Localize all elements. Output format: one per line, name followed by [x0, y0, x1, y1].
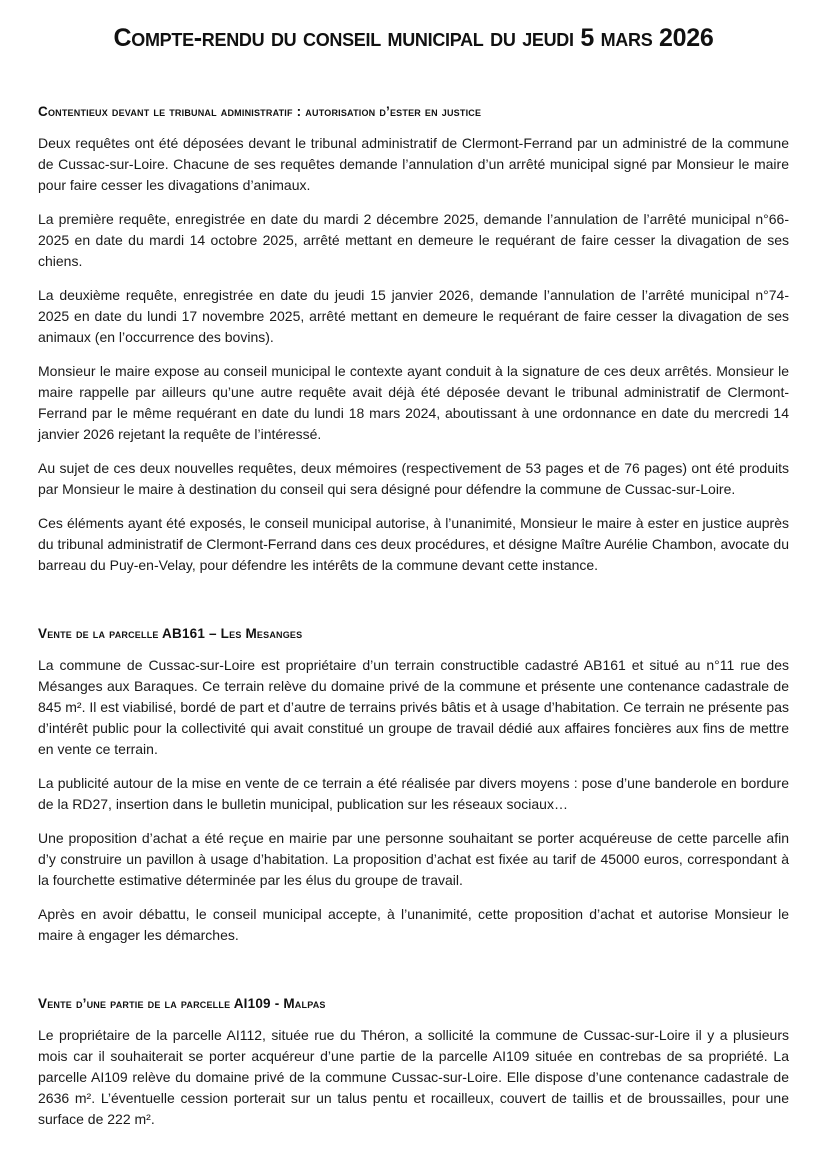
- paragraph: La première requête, enregistrée en date du mardi 2 décembre 2025, demande l’annulation de l’arrêté municipal n°66-2025 en date du mardi 14 octobre 2025, arrêté mettant en demeure le requérant de faire cesser la divagation de ses chiens.: [38, 211, 789, 269]
- section-heading: Contentieux devant le tribunal administratif : autorisation d’ester en justice: [38, 104, 482, 119]
- section-contentieux: [38, 103, 789, 576]
- paragraph: Au sujet de ces deux nouvelles requêtes, deux mémoires (respectivement de 53 pages et de 76 pages) ont été produits par Monsieur le maire à destination du conseil qui sera désigné pour défendre la commune de Cussac-sur-Loire.: [38, 460, 789, 497]
- paragraph: Monsieur le maire expose au conseil municipal le contexte ayant conduit à la signature de ces deux arrêtés. Monsieur le maire rappelle par ailleurs qu’une autre requête avait déjà été déposée devant le tribunal administratif de Clermont-Ferrand par le même requérant en date du lundi 18 mars 2024, aboutissant à une ordonnance en date du mercredi 14 janvier 2026 rejetant la requête de l’intéressé.: [38, 363, 789, 442]
- section-vente-ai109: [38, 995, 789, 1130]
- paragraph: La deuxième requête, enregistrée en date du jeudi 15 janvier 2026, demande l’annulation de l’arrêté municipal n°74-2025 en date du lundi 17 novembre 2025, arrêté mettant en demeure le requérant de faire cesser la divagation de ses animaux (en l’occurrence des bovins).: [38, 287, 789, 345]
- paragraph: La publicité autour de la mise en vente de ce terrain a été réalisée par divers moyens : pose d’une banderole en bordure de la RD27, insertion dans le bulletin municipal, publication sur les réseaux sociaux…: [38, 775, 789, 812]
- section-heading: Vente de la parcelle AB161 – Les Mesanges: [38, 626, 303, 641]
- document-title: Compte-rendu du conseil municipal du jeudi 5 mars 2026: [113, 24, 714, 52]
- paragraph: Après en avoir débattu, le conseil municipal accepte, à l’unanimité, cette proposition d’achat et autorise Monsieur le maire à engager les démarches.: [38, 906, 789, 943]
- section-heading: Vente d’une partie de la parcelle AI109 - Malpas: [38, 996, 326, 1011]
- paragraph: Une proposition d’achat a été reçue en mairie par une personne souhaitant se porter acquéreuse de cette parcelle afin d’y construire un pavillon à usage d’habitation. La proposition d’achat est fixée au tarif de 45000 euros, correspondant à la fourchette estimative déterminée par les élus du groupe de travail.: [38, 830, 789, 888]
- paragraph: Deux requêtes ont été déposées devant le tribunal administratif de Clermont-Ferrand par un administré de la commune de Cussac-sur-Loire. Chacune de ses requêtes demande l’annulation d’un arrêté municipal signé par Monsieur le maire pour faire cesser les divagations d’animaux.: [38, 135, 789, 193]
- paragraph: La commune de Cussac-sur-Loire est propriétaire d’un terrain constructible cadastré AB161 et situé au n°11 rue des Mésanges aux Baraques. Ce terrain relève du domaine privé de la commune et présente une contenance cadastrale de 845 m². Il est viabilisé, bordé de part et d’autre de terrains privés bâtis et à usage d’habitation. Ce terrain ne présente pas d’intérêt public pour la collectivité qui avait constitué un groupe de travail dédié aux affaires foncières aux fins de mettre en vente ce terrain.: [38, 657, 789, 757]
- paragraph: Le propriétaire de la parcelle AI112, située rue du Théron, a sollicité la commune de Cussac-sur-Loire il y a plusieurs mois car il souhaiterait se porter acquéreur d’une partie de la parcelle AI109 située en contrebas de sa propriété. La parcelle AI109 relève du domaine privé de la commune Cussac-sur-Loire. Elle dispose d’une contenance cadastrale de 2636 m². L’éventuelle cession porterait sur un talus pentu et rocailleux, couvert de taillis et de broussailles, pour une surface de 222 m².: [38, 1027, 789, 1127]
- section-vente-ab161: [38, 625, 789, 946]
- paragraph: Ces éléments ayant été exposés, le conseil municipal autorise, à l’unanimité, Monsieur le maire à ester en justice auprès du tribunal administratif de Clermont-Ferrand dans ces deux procédures, et désigne Maître Aurélie Chambon, avocate du barreau du Puy-en-Velay, pour défendre les intérêts de la commune devant cette instance.: [38, 515, 789, 573]
